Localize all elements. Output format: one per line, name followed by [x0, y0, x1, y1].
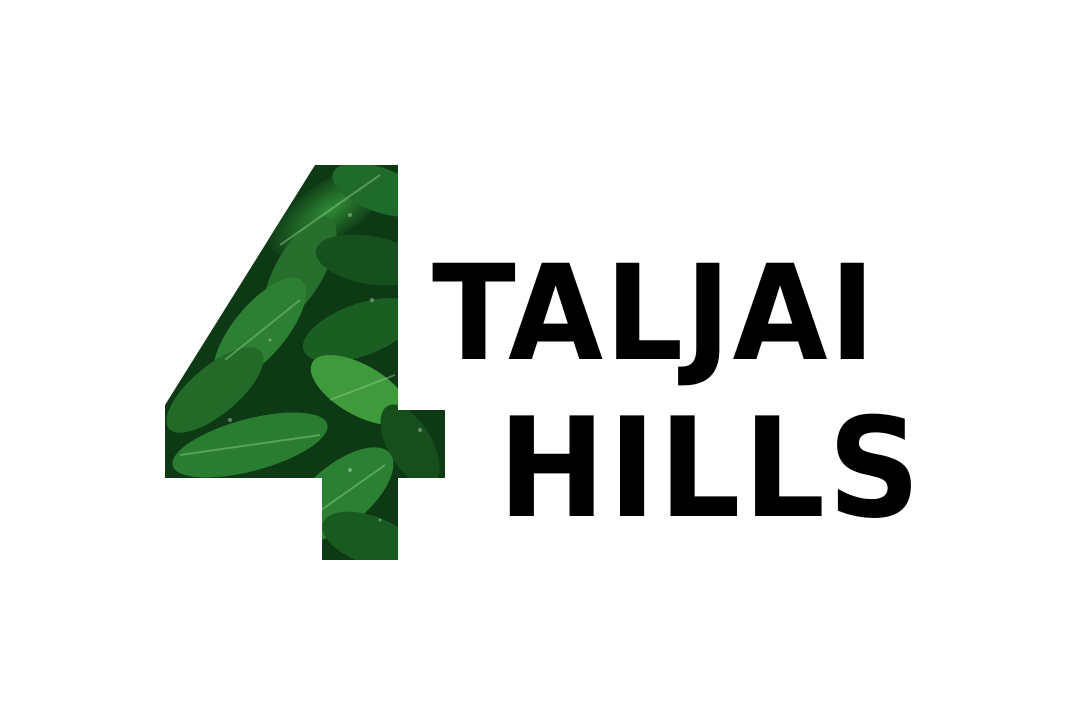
wordmark — [432, 237, 924, 549]
leaf-texture — [150, 147, 460, 580]
wordmark-hills: HILLS — [498, 388, 924, 549]
wordmark-taljai: TALJAI — [432, 237, 877, 391]
